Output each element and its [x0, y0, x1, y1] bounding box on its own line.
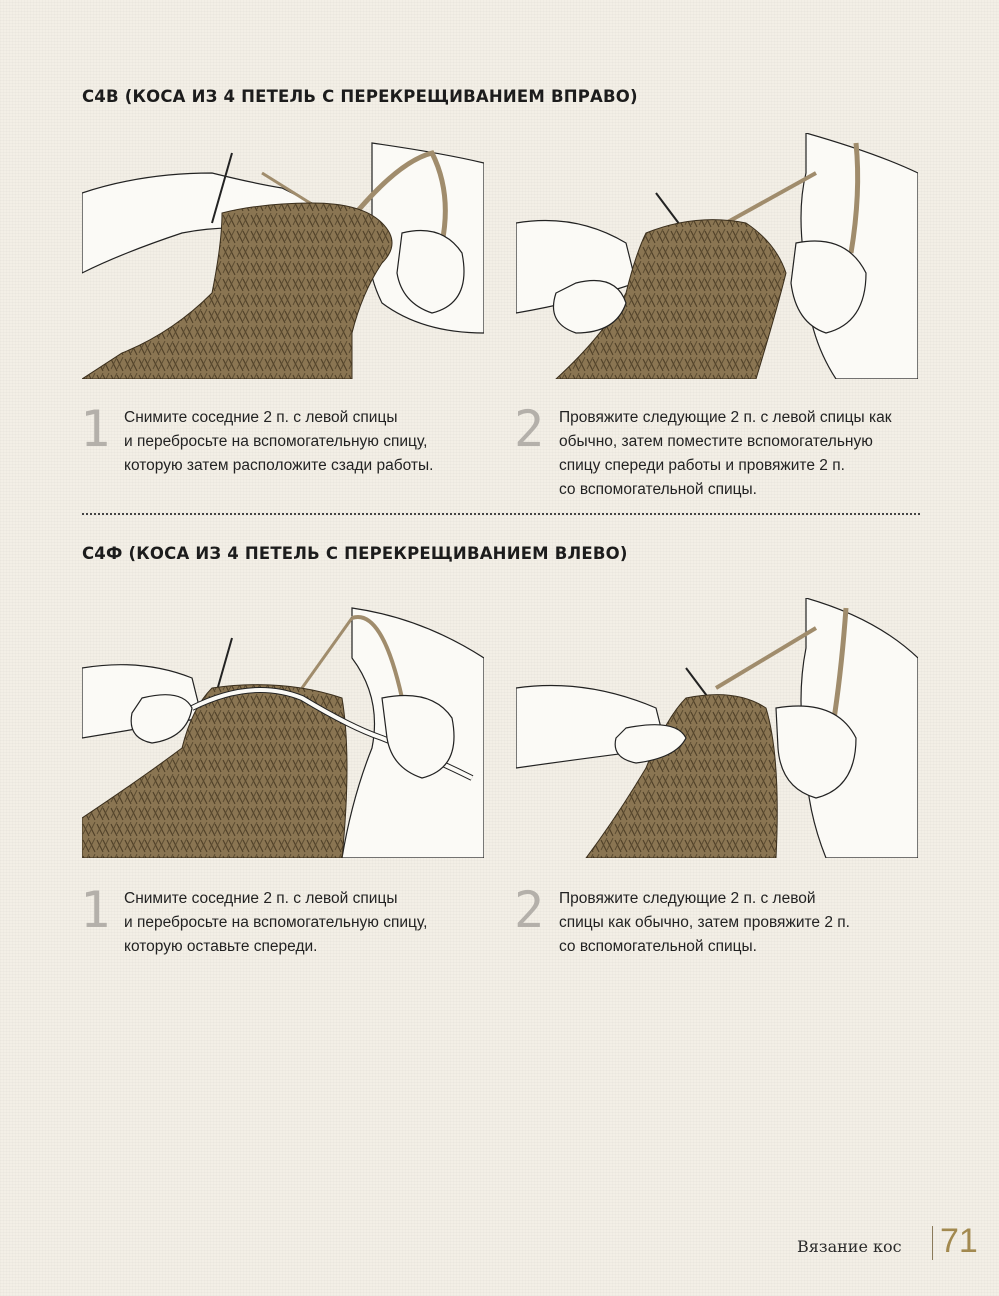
step-number-1: 1 — [80, 400, 111, 458]
step-line: со вспомогательной спицы. — [559, 938, 757, 955]
step-line: Снимите соседние 2 п. с левой спицы — [124, 409, 398, 426]
step-number-1: 1 — [80, 881, 111, 939]
step-number-2: 2 — [514, 400, 545, 458]
step-line: которую затем расположите сзади работы. — [124, 457, 434, 474]
illustration-c4b-step-1 — [82, 133, 484, 379]
step-line: Снимите соседние 2 п. с левой спицы — [124, 890, 398, 907]
section-divider — [82, 513, 920, 515]
illustration-c4b-step-2 — [516, 133, 918, 379]
step-line: и перебросьте на вспомогательную спицу, — [124, 433, 428, 450]
step-description-1 — [124, 887, 427, 959]
illustration-c4f-step-2 — [516, 598, 918, 858]
footer-separator — [932, 1226, 933, 1260]
step-number-2: 2 — [514, 881, 545, 939]
page-number: 71 — [940, 1222, 978, 1260]
step-line: со вспомогательной спицы. — [559, 481, 757, 498]
step-line: Провяжите следующие 2 п. с левой спицы как — [559, 409, 892, 426]
step-line: Провяжите следующие 2 п. с левой — [559, 890, 816, 907]
step-description-2 — [559, 887, 850, 959]
running-footer-title: Вязание кос — [797, 1237, 902, 1256]
section-title-c4b: C4B (КОСА ИЗ 4 ПЕТЕЛЬ С ПЕРЕКРЕЩИВАНИЕМ ВПРАВО) — [82, 87, 638, 106]
illustration-c4f-step-1 — [82, 598, 484, 858]
step-line: спицы как обычно, затем провяжите 2 п. — [559, 914, 850, 931]
step-line: и перебросьте на вспомогательную спицу, — [124, 914, 428, 931]
step-description-2 — [559, 406, 892, 502]
step-description-1 — [124, 406, 433, 478]
step-line: обычно, затем поместите вспомогательную — [559, 433, 873, 450]
section-title-c4f: C4Ф (КОСА ИЗ 4 ПЕТЕЛЬ С ПЕРЕКРЕЩИВАНИЕМ ВЛЕВО) — [82, 544, 628, 563]
step-line: которую оставьте спереди. — [124, 938, 318, 955]
step-line: спицу спереди работы и провяжите 2 п. — [559, 457, 845, 474]
